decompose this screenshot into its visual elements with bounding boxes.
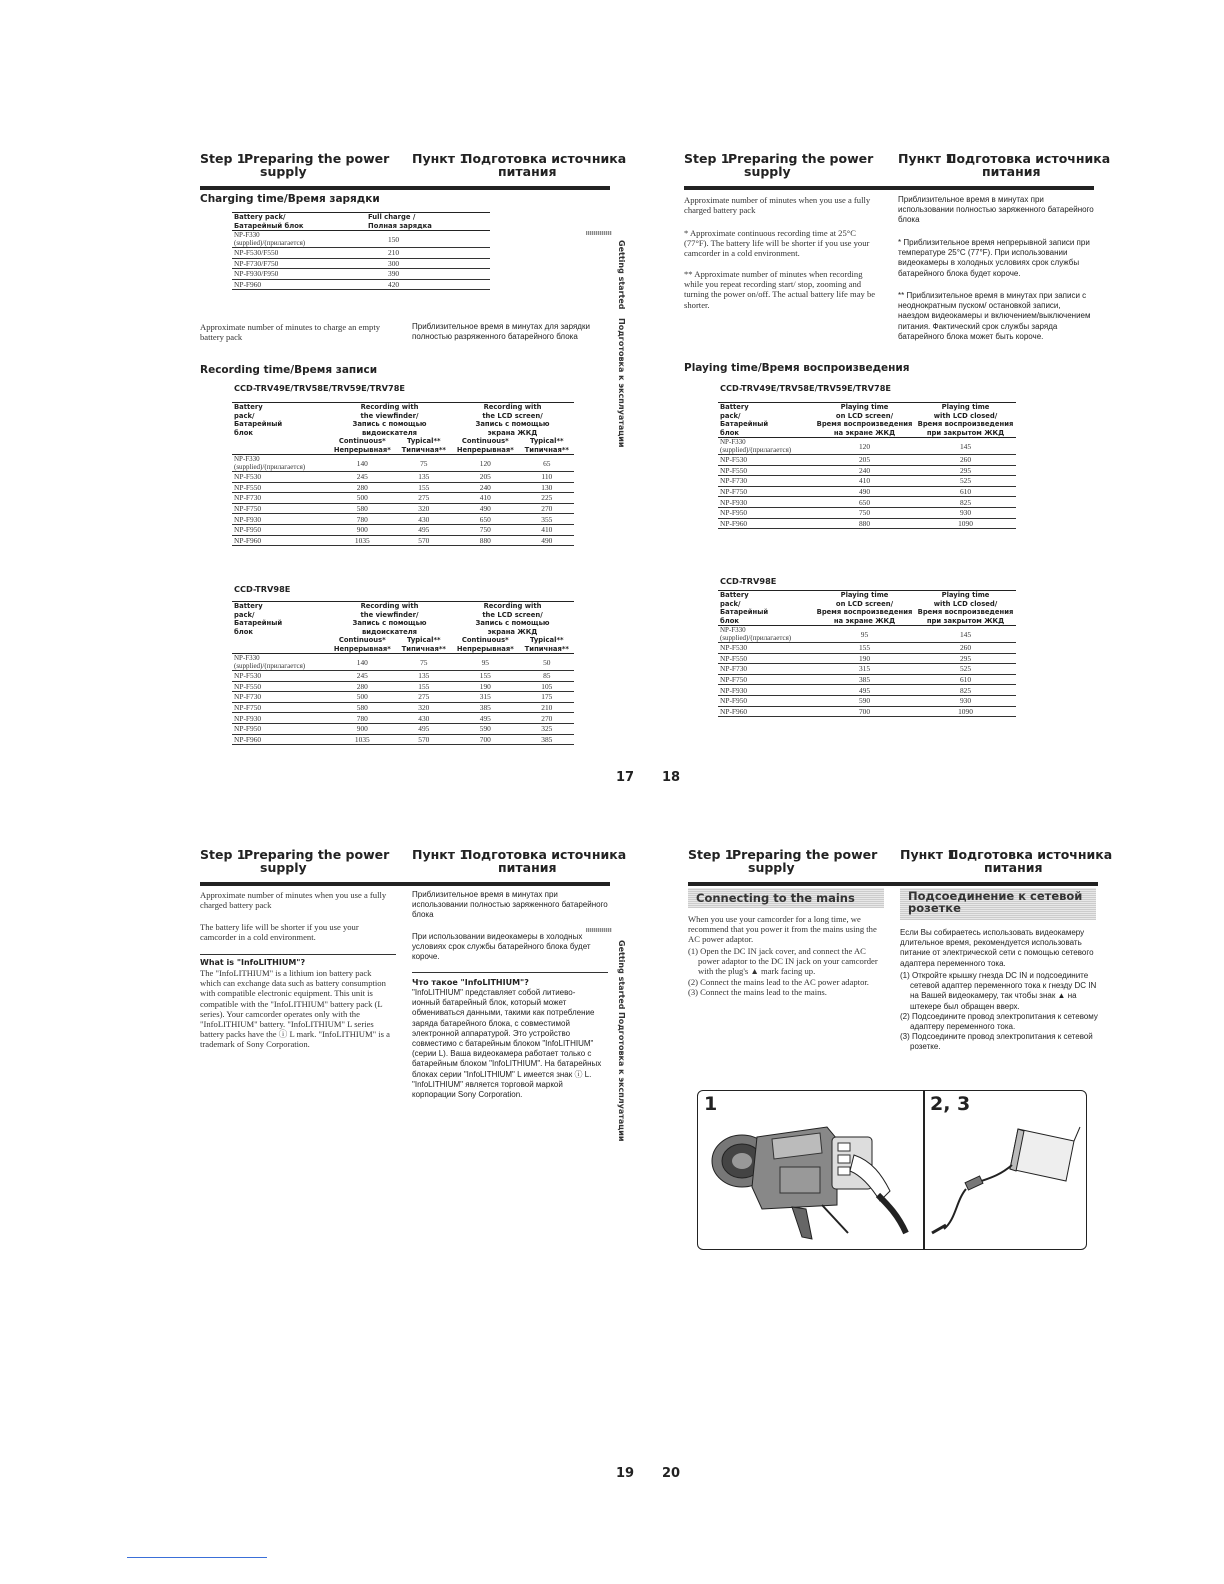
time-cell: 500 xyxy=(328,692,397,703)
info-text-ru: "InfoLITHIUM" представляет собой литиево-ионный батарейный блок, который может обмениваться данными, такими как потребление заряда батарейного блока, с совместимой электронной аппаратурой. Это устройство совместимо с батарейным блоком "InfoLITHIUM" (серии L). Ваша видеокамера работает только с батарейным блоком "InfoLITHIUM". На батарейных блоках серии "InfoLITHIUM" L имеется знак ⓘ L. "InfoLITHIUM" является торговой маркой корпорации Sony Corporation. xyxy=(412,988,602,1100)
time-cell: 490 xyxy=(520,535,574,546)
time-cell: 610 xyxy=(915,674,1016,685)
time-cell: 65 xyxy=(520,455,574,472)
intro-ru: Приблизительное время в минутах при использовании полностью заряженного батарейного блока xyxy=(412,890,608,920)
time-cell: 280 xyxy=(328,482,397,493)
time-cell: 570 xyxy=(397,734,451,745)
time-cell: 130 xyxy=(520,482,574,493)
header-title-ru: Подготовка источника xyxy=(462,847,627,862)
battery-cell: NP-F730 xyxy=(232,692,328,703)
battery-header: Battery pack/ Батарейный блок xyxy=(718,403,814,438)
time-cell: 75 xyxy=(397,455,451,472)
time-cell: 900 xyxy=(328,524,397,535)
step-label-ru: Пункт 1 xyxy=(412,151,469,166)
header-title-ru-2: питания xyxy=(498,164,557,179)
charging-table: Battery pack/ Батарейный блок Full charge / Полная зарядка NP-F330 (supplied)/(прилагается) 150 NP-F530/F550 210 NP-F730/F750 300 NP-F930/F950 390 NP-F960 420 xyxy=(232,212,490,290)
header-title-en: Preparing the power xyxy=(244,847,390,862)
battery-cell: NP-F330 (supplied)/(прилагается) xyxy=(718,438,814,455)
charging-note-ru: Приблизительное время в минутах для зарядки полностью разряженного батарейного блока xyxy=(412,322,590,342)
time-cell: 750 xyxy=(814,507,915,518)
time-cell: 1035 xyxy=(328,535,397,546)
step-label-ru: Пункт 1 xyxy=(898,151,955,166)
time-cell: 225 xyxy=(520,493,574,504)
playing-heading: Playing time/Время воспроизведения xyxy=(684,362,910,374)
charging-heading: Charging time/Время зарядки xyxy=(200,193,380,205)
continuous-header: Continuous* Непрерывная* xyxy=(451,437,520,455)
side-label-en: Getting started xyxy=(617,940,626,1010)
time-cell: 295 xyxy=(915,653,1016,664)
info-text-en: The "InfoLITHIUM" is a lithium ion battery pack which can exchange data such as battery consumption with compatible electronic equipment. This unit is compatible with the "InfoLITHIUM" battery pack (L series). Your camcorder operates only with the "InfoLITHIUM" battery. "InfoLITHIUM" L series battery packs have the ⓘ L mark. "InfoLITHIUM" is a trademark of Sony Corporation. xyxy=(200,968,390,1050)
battery-cell: NP-F750 xyxy=(232,702,328,713)
intro-ru: Если Вы собираетесь использовать видеокамеру длительное время, рекомендуется использовать питание от электрической сети с помощью сетевого адаптера переменного тока. xyxy=(900,928,1094,968)
time-cell: 1090 xyxy=(915,518,1016,529)
steps-ru xyxy=(900,971,1098,1053)
time-cell: 155 xyxy=(814,643,915,654)
viewfinder-header: Recording with the viewfinder/ Запись с помощью видоискателя xyxy=(328,403,451,438)
lcd-open-header: Playing time on LCD screen/ Время воспроизведения на экране ЖКД xyxy=(814,403,915,438)
page-number: 17 xyxy=(616,770,635,785)
time-cell: 270 xyxy=(520,713,574,724)
time-cell: 780 xyxy=(328,713,397,724)
model-label-2: CCD-TRV98E xyxy=(234,584,291,594)
charge-time-cell: 150 xyxy=(366,231,490,248)
time-cell: 50 xyxy=(520,654,574,671)
battery-cell: NP-F530 xyxy=(718,643,814,654)
time-cell: 590 xyxy=(451,723,520,734)
battery-cell: NP-F930 xyxy=(232,514,328,525)
figure-label-2-3: 2, 3 xyxy=(930,1093,971,1115)
battery-cell: NP-F930 xyxy=(232,713,328,724)
time-cell: 525 xyxy=(915,664,1016,675)
header-title-en-2: supply xyxy=(260,860,307,875)
time-cell: 410 xyxy=(451,493,520,504)
step-label-ru: Пункт 1 xyxy=(900,847,957,862)
link-underline xyxy=(127,1557,267,1558)
section-band-en xyxy=(688,888,884,908)
time-cell: 325 xyxy=(520,723,574,734)
time-cell: 95 xyxy=(451,654,520,671)
figure-label-1: 1 xyxy=(704,1093,718,1115)
time-cell: 825 xyxy=(915,685,1016,696)
charge-time-cell: 420 xyxy=(366,279,490,290)
model-label: CCD-TRV49E/TRV58E/TRV59E/TRV78E xyxy=(234,383,405,393)
time-cell: 110 xyxy=(520,472,574,483)
battery-cell: NP-F730/F750 xyxy=(232,258,366,269)
battery-cell: NP-F550 xyxy=(232,482,328,493)
side-label-ru: Подготовка к эксплуатации xyxy=(617,318,626,448)
time-cell: 145 xyxy=(915,626,1016,643)
battery-cell: NP-F950 xyxy=(718,507,814,518)
time-cell: 155 xyxy=(397,482,451,493)
time-cell: 825 xyxy=(915,497,1016,508)
time-cell: 120 xyxy=(814,438,915,455)
time-cell: 700 xyxy=(451,734,520,745)
recording-heading: Recording time/Время записи xyxy=(200,364,378,376)
intro-ru: Приблизительное время в минутах при использовании полностью заряженного батарейного блока xyxy=(898,195,1094,225)
battery-cell: NP-F530 xyxy=(232,671,328,682)
cold-note-en: The battery life will be shorter if you use your camcorder in a cold environment. xyxy=(200,922,359,943)
footnote-2-en: ** Approximate number of minutes when recording while you repeat recording start/ stop, zooming and turning the power on/off. The actual battery life may be shorter. xyxy=(684,269,876,310)
time-cell: 240 xyxy=(451,482,520,493)
time-cell: 175 xyxy=(520,692,574,703)
time-cell: 355 xyxy=(520,514,574,525)
step-item: (1) Откройте крышку гнезда DC IN и подсоедините сетевой адаптер переменного тока к гнезду DC IN на Вашей видеокамеру, так чтобы знак ▲ на штекере был обращен вверх. xyxy=(900,971,1097,1011)
connection-illustration xyxy=(697,1090,1087,1250)
step-label: Step 1 xyxy=(688,847,734,862)
time-cell: 280 xyxy=(328,681,397,692)
battery-cell: NP-F330 (supplied)/(прилагается) xyxy=(232,231,366,248)
info-heading-ru: Что такое "InfoLITHIUM"? xyxy=(412,978,529,987)
battery-cell: NP-F750 xyxy=(718,674,814,685)
time-cell: 85 xyxy=(520,671,574,682)
time-cell: 105 xyxy=(520,681,574,692)
time-cell: 650 xyxy=(451,514,520,525)
continuous-header: Continuous* Непрерывная* xyxy=(328,437,397,455)
time-cell: 295 xyxy=(915,465,1016,476)
side-label-en: Getting started xyxy=(617,240,626,310)
time-cell: 260 xyxy=(915,455,1016,466)
time-cell: 410 xyxy=(814,476,915,487)
typical-header: Typical** Типичная** xyxy=(520,437,574,455)
time-cell: 900 xyxy=(328,723,397,734)
time-cell: 385 xyxy=(451,702,520,713)
time-cell: 880 xyxy=(814,518,915,529)
time-cell: 490 xyxy=(814,486,915,497)
time-cell: 930 xyxy=(915,695,1016,706)
intro-en: Approximate number of minutes when you use a fully charged battery pack xyxy=(200,890,387,911)
page-header xyxy=(688,847,1113,886)
time-cell: 320 xyxy=(397,702,451,713)
header-title-ru: Подготовка источника xyxy=(462,151,627,166)
time-cell: 135 xyxy=(397,472,451,483)
charge-time-cell: 390 xyxy=(366,269,490,280)
step-item: (2) Подсоедините провод электропитания к сетевому адаптеру переменного тока. xyxy=(900,1011,1098,1032)
model-label-2: CCD-TRV98E xyxy=(720,576,777,586)
time-cell: 190 xyxy=(814,653,915,664)
time-cell: 270 xyxy=(520,503,574,514)
intro-en: Approximate number of minutes when you use a fully charged battery pack xyxy=(684,195,871,216)
time-cell: 155 xyxy=(451,671,520,682)
continuous-header: Continuous* Непрерывная* xyxy=(451,636,520,654)
battery-cell: NP-F960 xyxy=(718,706,814,717)
time-cell: 410 xyxy=(520,524,574,535)
time-cell: 780 xyxy=(328,514,397,525)
time-cell: 385 xyxy=(814,674,915,685)
time-cell: 275 xyxy=(397,493,451,504)
time-cell: 495 xyxy=(451,713,520,724)
footnote-1-ru: * Приблизительное время непрерывной записи при температуре 25°C (77°F). При использовании видеокамеры в холодных условиях срок службы батарейного блока будет короче. xyxy=(898,238,1090,278)
time-cell: 155 xyxy=(397,681,451,692)
time-cell: 240 xyxy=(814,465,915,476)
battery-cell: NP-F960 xyxy=(718,518,814,529)
battery-cell: NP-F930/F950 xyxy=(232,269,366,280)
header-title-en: Preparing the power xyxy=(732,847,878,862)
step-item: (3) Connect the mains lead to the mains. xyxy=(688,986,827,997)
time-cell: 750 xyxy=(451,524,520,535)
header-title-ru-2: питания xyxy=(498,860,557,875)
step-label-ru: Пункт 1 xyxy=(412,847,469,862)
time-cell: 205 xyxy=(814,455,915,466)
time-cell: 315 xyxy=(451,692,520,703)
header-title-ru-2: питания xyxy=(982,164,1041,179)
header-title-en-2: supply xyxy=(748,860,795,875)
battery-cell: NP-F530/F550 xyxy=(232,248,366,259)
battery-cell: NP-F930 xyxy=(718,685,814,696)
time-cell: 315 xyxy=(814,664,915,675)
battery-cell: NP-F550 xyxy=(232,681,328,692)
page-number: 19 xyxy=(616,1466,635,1481)
typical-header: Typical** Типичная** xyxy=(397,437,451,455)
battery-cell: NP-F530 xyxy=(718,455,814,466)
steps-en xyxy=(688,946,884,997)
battery-cell: NP-F960 xyxy=(232,279,366,290)
header-title-en: Preparing the power xyxy=(244,151,390,166)
time-cell: 320 xyxy=(397,503,451,514)
viewfinder-header: Recording with the viewfinder/ Запись с помощью видоискателя xyxy=(328,602,451,637)
header-title-en-2: supply xyxy=(744,164,791,179)
battery-cell: NP-F550 xyxy=(718,465,814,476)
lcd-open-header: Playing time on LCD screen/ Время воспроизведения на экране ЖКД xyxy=(814,591,915,626)
step-item: (2) Connect the mains lead to the AC power adaptor. xyxy=(688,976,869,987)
time-cell: 245 xyxy=(328,472,397,483)
time-cell: 700 xyxy=(814,706,915,717)
time-cell: 140 xyxy=(328,654,397,671)
page-number: 18 xyxy=(662,770,681,785)
time-cell: 95 xyxy=(814,626,915,643)
time-cell: 570 xyxy=(397,535,451,546)
battery-cell: NP-F960 xyxy=(232,734,328,745)
battery-cell: NP-F550 xyxy=(718,653,814,664)
header-title-ru-2: питания xyxy=(984,860,1043,875)
battery-cell: NP-F950 xyxy=(232,723,328,734)
battery-cell: NP-F730 xyxy=(232,493,328,504)
time-cell: 495 xyxy=(397,524,451,535)
time-cell: 580 xyxy=(328,503,397,514)
time-cell: 75 xyxy=(397,654,451,671)
battery-cell: NP-F750 xyxy=(718,486,814,497)
lcd-header: Recording with the LCD screen/ Запись с помощью экрана ЖКД xyxy=(451,602,574,637)
battery-cell: NP-F730 xyxy=(718,476,814,487)
header-title-ru: Подготовка источника xyxy=(946,151,1111,166)
time-cell: 430 xyxy=(397,713,451,724)
time-cell: 525 xyxy=(915,476,1016,487)
time-cell: 210 xyxy=(520,702,574,713)
time-cell: 590 xyxy=(814,695,915,706)
battery-header: Battery pack/ Батарейный блок xyxy=(718,591,814,626)
battery-cell: NP-F960 xyxy=(232,535,328,546)
battery-cell: NP-F330 (supplied)/(прилагается) xyxy=(232,455,328,472)
time-cell: 135 xyxy=(397,671,451,682)
time-cell: 145 xyxy=(915,438,1016,455)
time-cell: 495 xyxy=(814,685,915,696)
typical-header: Typical** Типичная** xyxy=(397,636,451,654)
time-cell: 1090 xyxy=(915,706,1016,717)
step-item: (1) Open the DC IN jack cover, and connect the AC power adaptor to the DC IN jack on your camcorder with the plug's ▲ mark facing up. xyxy=(688,946,878,977)
continuous-header: Continuous* Непрерывная* xyxy=(328,636,397,654)
time-cell: 120 xyxy=(451,455,520,472)
time-cell: 930 xyxy=(915,507,1016,518)
cold-note-ru: При использовании видеокамеры в холодных условиях срок службы батарейного блока будет короче. xyxy=(412,932,591,962)
footnote-1-en: * Approximate continuous recording time at 25°C (77°F). The battery life will be shorter if you use your camcorder in a cold environment. xyxy=(684,228,870,259)
battery-cell: NP-F950 xyxy=(232,524,328,535)
time-cell: 190 xyxy=(451,681,520,692)
step-item: (3) Подсоедините провод электропитания к сетевой розетке. xyxy=(900,1032,1093,1052)
ac-adaptor-illustration xyxy=(926,1109,1084,1247)
step-label: Step 1 xyxy=(200,847,246,862)
section-title-en: Connecting to the mains xyxy=(696,891,855,905)
time-cell: 275 xyxy=(397,692,451,703)
time-cell: 490 xyxy=(451,503,520,514)
step-label: Step 1 xyxy=(200,151,246,166)
charge-time-cell: 300 xyxy=(366,258,490,269)
lcd-closed-header: Playing time with LCD closed/ Время воспроизведения при закрытом ЖКД xyxy=(915,591,1016,626)
model-label: CCD-TRV49E/TRV58E/TRV59E/TRV78E xyxy=(720,383,891,393)
charging-note-en: Approximate number of minutes to charge an empty battery pack xyxy=(200,322,381,343)
battery-cell: NP-F750 xyxy=(232,503,328,514)
side-label-ru: Подготовка к эксплуатации xyxy=(617,1012,626,1142)
battery-cell: NP-F730 xyxy=(718,664,814,675)
battery-cell: NP-F330 (supplied)/(прилагается) xyxy=(232,654,328,671)
lcd-closed-header: Playing time with LCD closed/ Время воспроизведения при закрытом ЖКД xyxy=(915,403,1016,438)
time-cell: 245 xyxy=(328,671,397,682)
info-heading-en: What is "InfoLITHIUM"? xyxy=(200,958,306,967)
header-title-ru: Подготовка источника xyxy=(948,847,1113,862)
battery-cell: NP-F950 xyxy=(718,695,814,706)
time-cell: 495 xyxy=(397,723,451,734)
time-cell: 580 xyxy=(328,702,397,713)
page-number: 20 xyxy=(662,1466,681,1481)
time-cell: 500 xyxy=(328,493,397,504)
time-cell: 205 xyxy=(451,472,520,483)
charge-time-cell: 210 xyxy=(366,248,490,259)
lcd-header: Recording with the LCD screen/ Запись с помощью экрана ЖКД xyxy=(451,403,574,438)
time-cell: 610 xyxy=(915,486,1016,497)
intro-en: When you use your camcorder for a long time, we recommend that you power it from the mains using the AC power adaptor. xyxy=(688,914,877,945)
time-cell: 1035 xyxy=(328,734,397,745)
time-cell: 140 xyxy=(328,455,397,472)
section-band-ru xyxy=(900,888,1096,920)
header-title-en-2: supply xyxy=(260,164,307,179)
battery-header: Battery pack/ Батарейный блок xyxy=(232,403,328,455)
section-title-ru: Подсоединение к сетевой розетке xyxy=(908,889,1083,915)
time-cell: 650 xyxy=(814,497,915,508)
battery-cell: NP-F330 (supplied)/(прилагается) xyxy=(718,626,814,643)
battery-cell: NP-F930 xyxy=(718,497,814,508)
battery-header: Battery pack/ Батарейный блок xyxy=(232,602,328,654)
typical-header: Typical** Типичная** xyxy=(520,636,574,654)
header-title-en: Preparing the power xyxy=(728,151,874,166)
time-cell: 430 xyxy=(397,514,451,525)
time-cell: 880 xyxy=(451,535,520,546)
battery-cell: NP-F530 xyxy=(232,472,328,483)
time-cell: 260 xyxy=(915,643,1016,654)
time-cell: 385 xyxy=(520,734,574,745)
step-label: Step 1 xyxy=(684,151,730,166)
camcorder-illustration xyxy=(702,1109,922,1247)
footnote-2-ru: ** Приблизительное время в минутах при записи с неоднократным пуском/ остановкой записи, наездом видеокамеры и включением/выключением питания. Фактический срок службы заряда батарейного блока может быть короче. xyxy=(898,291,1091,341)
